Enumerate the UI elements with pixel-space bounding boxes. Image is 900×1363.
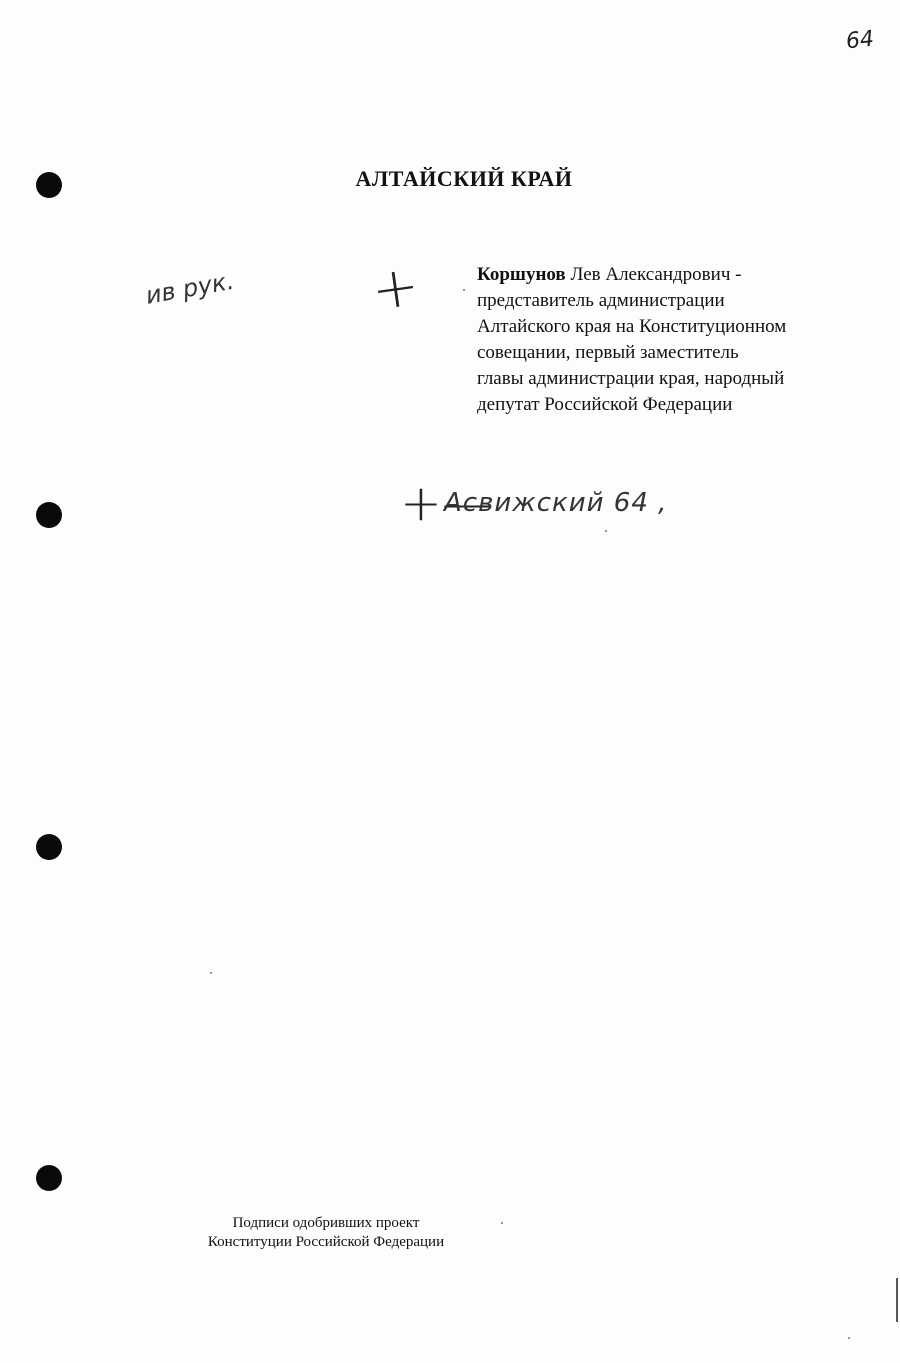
- person-details: Лев Александрович - представитель администрации Алтайского края на Конституционном совещании, первый заместитель главы администрации края, народный депутат Российской Федерации: [477, 264, 787, 415]
- scan-speck: [848, 1337, 850, 1339]
- scan-speck: [210, 972, 212, 974]
- signatures-caption-line-2: Конституции Российской Федерации: [207, 1234, 445, 1250]
- person-description: [477, 262, 787, 418]
- person-surname: Коршунов: [477, 264, 566, 285]
- scan-speck: [605, 530, 607, 532]
- region-heading: АЛТАЙСКИЙ КРАЙ: [355, 166, 573, 191]
- punch-hole: [36, 502, 62, 528]
- punch-hole: [36, 834, 62, 860]
- handwritten-annotation: Асвижский 64 ,: [444, 488, 668, 518]
- scan-speck: [463, 289, 465, 291]
- signatures-caption-line-1: Подписи одобривших проект: [232, 1215, 420, 1231]
- handwritten-page-number: 64: [844, 26, 876, 55]
- scan-edge-mark: [896, 1278, 898, 1322]
- handwritten-cross-dash-mark: +—: [400, 474, 492, 532]
- signatures-caption: [166, 1214, 486, 1252]
- handwritten-cross-mark: +: [367, 253, 424, 324]
- punch-hole: [36, 1165, 62, 1191]
- handwritten-margin-note: ив рук.: [143, 266, 237, 310]
- scan-speck: [501, 1222, 503, 1224]
